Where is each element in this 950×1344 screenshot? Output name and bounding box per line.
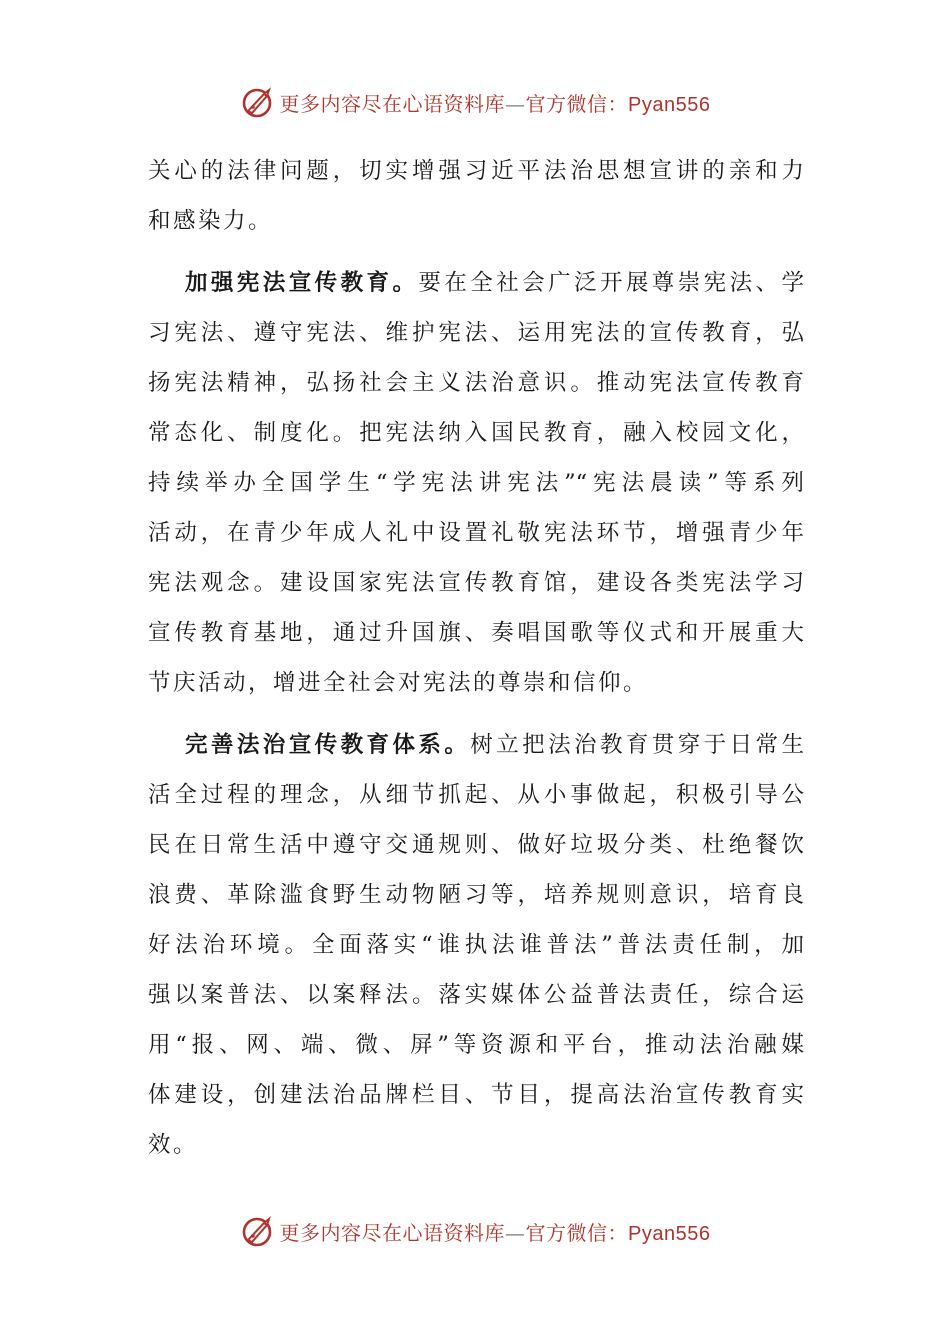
text-line: 体建设，创建法治品牌栏目、节目，提高法治宣传教育实: [148, 1082, 804, 1108]
paragraph: [148, 720, 804, 1170]
text-line: 宣传教育基地，通过升国旗、奏唱国歌等仪式和开展重大: [148, 620, 804, 646]
text-line: 关心的法律问题，切实增强习近平法治思想宣讲的亲和力: [148, 158, 804, 184]
text-line: 习宪法、遵守宪法、维护宪法、运用宪法的宣传教育，弘: [148, 320, 804, 346]
paragraph-heading: 加强宪法宣传教育。: [185, 270, 419, 296]
text-line: [148, 258, 804, 308]
watermark-dash: —: [505, 91, 526, 116]
watermark-label: 官方微信：: [525, 1220, 629, 1245]
watermark-handle: Pyan556: [628, 1222, 711, 1245]
text-line: 强以案普法、以案释法。落实媒体公益普法责任，综合运: [148, 982, 804, 1008]
watermark-banner-bottom: [0, 1209, 950, 1253]
watermark-main: 更多内容尽在心语资料库: [279, 91, 506, 116]
text-line: 浪费、革除滥食野生动物陋习等，培养规则意识，培育良: [148, 882, 804, 908]
text-span: 树立把法治教育贯穿于日常生: [470, 732, 804, 758]
watermark-label: 官方微信：: [525, 91, 629, 116]
paragraph-heading: 完善法治宣传教育体系。: [185, 732, 471, 758]
paragraph: [148, 258, 804, 708]
text-line: 节庆活动，增进全社会对宪法的尊崇和信仰。: [148, 670, 649, 696]
document-body: [148, 146, 804, 1170]
text-line: [148, 720, 804, 770]
text-line: 持续举办全国学生“学宪法讲宪法”“宪法晨读”等系列: [148, 470, 804, 496]
text-line: 宪法观念。建设国家宪法宣传教育馆，建设各类宪法学习: [148, 570, 804, 596]
pen-nib-circle-icon: [240, 84, 276, 120]
watermark-handle: Pyan556: [628, 93, 711, 116]
text-line: 民在日常生活中遵守交通规则、做好垃圾分类、杜绝餐饮: [148, 832, 804, 858]
pen-nib-circle-icon: [240, 1213, 276, 1249]
text-line: 常态化、制度化。把宪法纳入国民教育，融入校园文化，: [148, 420, 804, 446]
paragraph: [148, 146, 804, 246]
watermark-main: 更多内容尽在心语资料库: [279, 1220, 506, 1245]
watermark-dash: —: [505, 1220, 526, 1245]
text-line: 效。: [148, 1132, 199, 1158]
text-line: 好法治环境。全面落实“谁执法谁普法”普法责任制，加: [148, 932, 804, 958]
text-span: 要在全社会广泛开展尊崇宪法、学: [418, 270, 804, 296]
text-line: 用“报、网、端、微、屏”等资源和平台，推动法治融媒: [148, 1032, 804, 1058]
watermark-banner-top: [0, 80, 950, 124]
text-line: 和感染力。: [148, 208, 274, 234]
watermark-text: [280, 88, 711, 117]
text-line: 扬宪法精神，弘扬社会主义法治意识。推动宪法宣传教育: [148, 370, 804, 396]
watermark-text: [280, 1217, 711, 1246]
text-line: 活动，在青少年成人礼中设置礼敬宪法环节，增强青少年: [148, 520, 804, 546]
text-line: 活全过程的理念，从细节抓起、从小事做起，积极引导公: [148, 782, 804, 808]
